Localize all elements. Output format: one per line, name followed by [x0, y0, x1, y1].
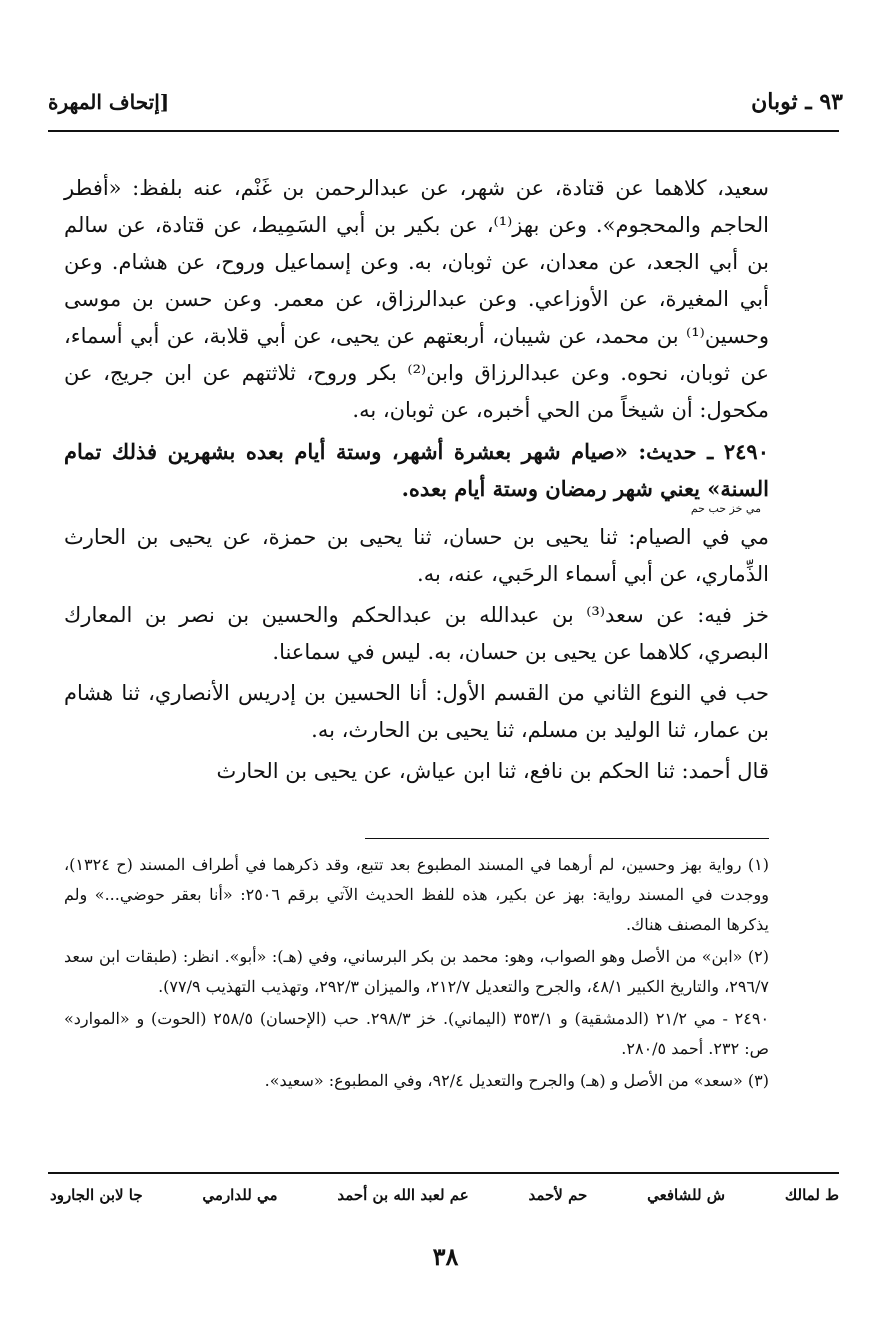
footnote-rule [365, 838, 769, 839]
hadith-source-marks: مي خز حب حم [690, 502, 761, 515]
main-text [64, 170, 769, 794]
abbrev-darimi: مي للدارمي [202, 1186, 278, 1204]
hadith-number: ٢٤٩٠ [723, 439, 769, 464]
paragraph-ahmad: قال أحمد: ثنا الحكم بن نافع، ثنا ابن عياش، عن يحيى بن الحارث [216, 759, 769, 783]
book-title: [إتحاف المهرة [48, 90, 170, 114]
paragraph-continued: سعيد، كلاهما عن قتادة، عن شهر، عن عبدالرحمن بن غَنْم، عنه بلفظ: «أفطر الحاجم والمحجوم». وعن بهز⁽¹⁾، عن بكير بن أبي السَمِيط، عن قتادة، عن سالم بن أبي الجعد، عن معدان، عن ثوبان، به. وعن إسماعيل وروح، عن هشام. وعن أبي المغيرة، عن الأوزاعي. وعن عبدالرزاق، عن معمر. وعن حسن بن موسى وحسين⁽¹⁾ بن محمد، عن شيبان، أربعتهم عن يحيى، عن أبي قلابة، عن أبي أسماء، عن ثوبان، نحوه. وعن عبدالرزاق وابن⁽²⁾ بكر وروح، ثلاثتهم عن ابن جريج، عن مكحول: أن شيخاً من الحي أخبره، عن ثوبان، به. [64, 176, 769, 422]
footnote-3: (٣) «سعد» من الأصل و (هـ) والجرح والتعديل ٩٢/٤، وفي المطبوع: «سعيد». [264, 1071, 769, 1090]
running-header [48, 84, 843, 120]
paragraph-darimi: مي في الصيام: ثنا يحيى بن حسان، ثنا يحيى بن حمزة، عن يحيى بن الحارث الذِّماري، عن أبي أسماء الرحَبي، عنه، به. [64, 525, 769, 586]
paragraph-ibn-hibban: حب في النوع الثاني من القسم الأول: أنا الحسين بن إدريس الأنصاري، ثنا هشام بن عمار، ثنا الوليد بن مسلم، ثنا يحيى بن الحارث، به. [64, 681, 769, 742]
footnote-1: (١) رواية بهز وحسين، لم أرهما في المسند المطبوع بعد تتبع، وقد ذكرهما في أطراف المسند (ح ١٣٢٤)، ووجدت في المسند رواية: بهز عن بكير، هذه للفظ الحديث الآتي برقم ٢٥٠٦: «أنا بعقر حوضي...» ولم يذكرها المصنف هناك. [64, 855, 770, 934]
hadith-entry [64, 433, 769, 515]
footnote-2: (٢) «ابن» من الأصل وهو الصواب، وهو: محمد بن بكر البرساني، وفي (هـ): «أبو». انظر: (طبقات ابن سعد ٢٩٦/٧، والتاريخ الكبير ٤٨/١، والجرح والتعديل ٢١٢/٧، والميزان ٢٩٢/٣، وتهذيب التهذيب ٧٧/٩). [64, 947, 769, 996]
abbrev-ibn-jarud: جا لابن الجارود [50, 1186, 143, 1204]
footer-rule [48, 1172, 839, 1174]
abbrev-abdullah: عم لعبد الله بن أحمد [337, 1186, 469, 1204]
abbrev-ahmad: حم لأحمد [528, 1186, 588, 1204]
section-title: ٩٣ ـ ثوبان [751, 89, 843, 115]
abbreviation-key [50, 1186, 839, 1204]
abbrev-shafii: ش للشافعي [647, 1186, 726, 1204]
paragraph-ibn-khuzayma: خز فيه: عن سعد⁽³⁾ بن عبدالله بن عبدالحكم والحسين بن نصر بن المعارك البصري، كلاهما عن يحيى بن حسان، به. ليس في سماعنا. [64, 603, 770, 664]
abbrev-malik: ط لمالك [784, 1186, 839, 1204]
hadith-text: ـ حديث: «صيام شهر بعشرة أشهر، وستة أيام بعده بشهرين فذلك تمام السنة» يعني شهر رمضان وستة أيام بعده. [64, 439, 769, 501]
header-rule [48, 130, 839, 132]
page-number: ٣٨ [432, 1242, 459, 1271]
footnotes [64, 850, 769, 1098]
footnote-sources: ٢٤٩٠ - مي ٢١/٢ (الدمشقية) و ٣٥٣/١ (اليماني). خز ٢٩٨/٣. حب (الإحسان) ٢٥٨/٥ (الحوت) و «الموارد» ص: ٢٣٢. أحمد ٢٨٠/٥. [64, 1009, 770, 1058]
